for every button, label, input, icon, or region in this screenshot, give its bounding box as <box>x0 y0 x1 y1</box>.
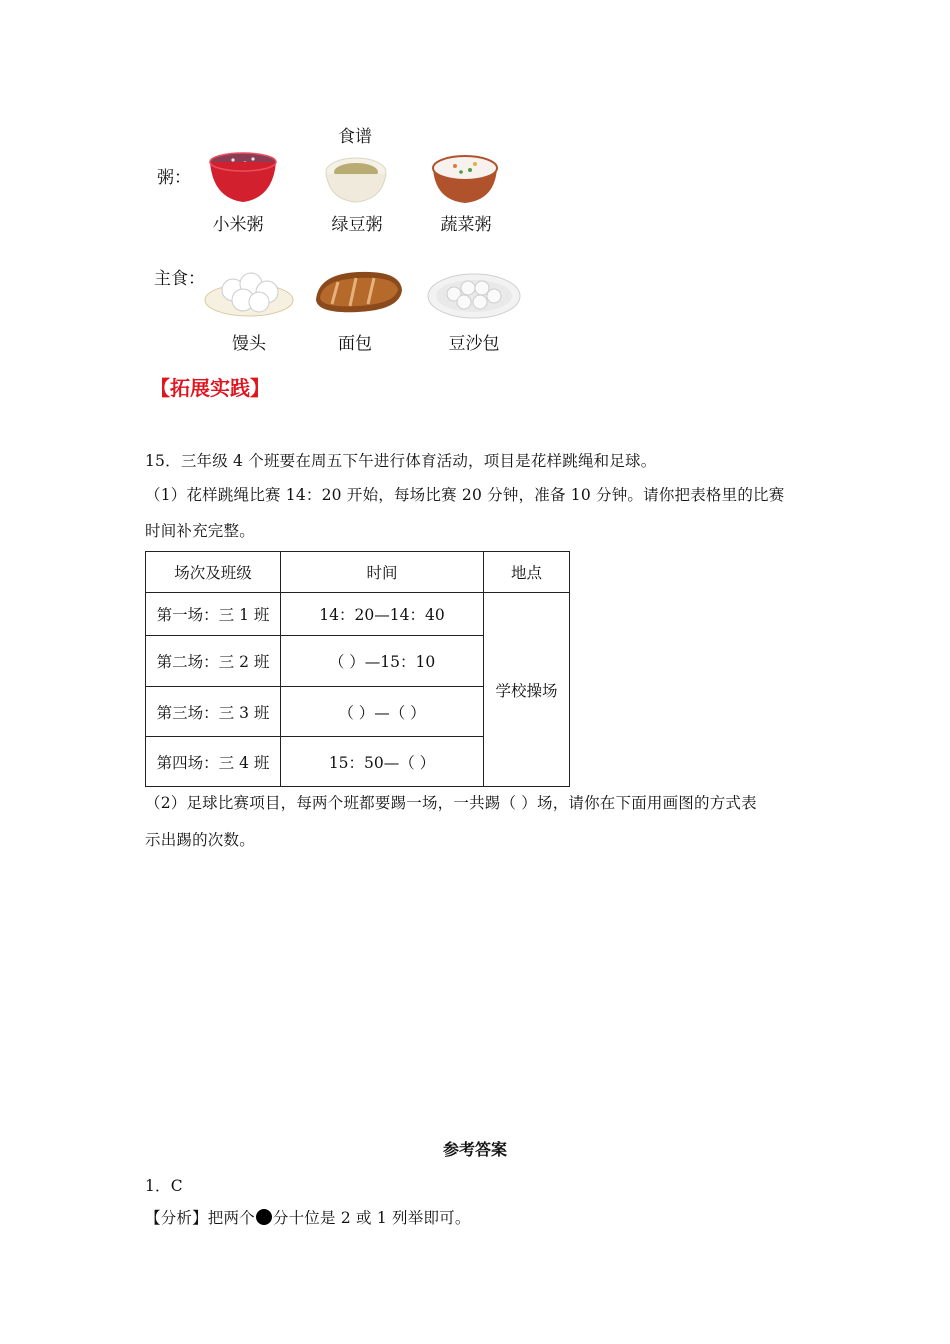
bean-paste-bun-plate-image <box>424 266 524 326</box>
question-part2-line1: （2）足球比赛项目，每两个班都要踢一场，一共踢（ ）场，请你在下面用画图的方式表 <box>145 794 757 812</box>
answers-title: 参考答案 <box>442 1140 507 1159</box>
staple-item-label: 豆沙包 <box>448 334 500 354</box>
staple-category-label: 主食： <box>154 269 205 289</box>
black-dot-icon <box>256 1209 272 1225</box>
time-cell[interactable]: （ ）—15：10 <box>281 636 484 687</box>
time-cell[interactable]: 15：50—（ ） <box>281 737 484 787</box>
table-header-cell: 地点 <box>484 552 570 593</box>
schedule-table <box>145 551 570 787</box>
section-heading: 【拓展实践】 <box>150 376 270 400</box>
answer-analysis <box>145 1206 471 1228</box>
table-row <box>146 593 570 636</box>
table-header-row <box>146 552 570 593</box>
analysis-text-start: 【分析】把两个 <box>145 1209 255 1227</box>
table-header-cell: 时间 <box>281 552 484 593</box>
millet-porridge-bowl-image <box>193 148 293 208</box>
bread-loaf-image <box>308 262 408 322</box>
analysis-text-end: 分十位是 2 或 1 列举即可。 <box>272 1209 471 1227</box>
porridge-category-label: 粥： <box>157 168 191 188</box>
question-part2-line2: 示出踢的次数。 <box>145 831 255 849</box>
location-cell: 学校操场 <box>484 593 570 787</box>
staple-item-label: 面包 <box>338 334 372 354</box>
answer-item-1: 1．C <box>145 1177 183 1195</box>
question-stem: 15．三年级 4 个班要在周五下午进行体育活动，项目是花样跳绳和足球。 <box>145 452 657 470</box>
table-header-cell: 场次及班级 <box>146 552 281 593</box>
vegetable-porridge-bowl-image <box>415 148 515 208</box>
session-cell: 第一场：三 1 班 <box>146 593 281 636</box>
staple-item-label: 馒头 <box>232 334 266 354</box>
question-part1-line1: （1）花样跳绳比赛 14：20 开始，每场比赛 20 分钟，准备 10 分钟。请你把表格里的比赛 <box>145 486 785 504</box>
time-cell: 14：20—14：40 <box>281 593 484 636</box>
session-cell: 第三场：三 3 班 <box>146 687 281 737</box>
time-cell[interactable]: （ ）—（ ） <box>281 687 484 737</box>
mung-bean-porridge-bowl-image <box>306 150 406 210</box>
steamed-bun-plate-image <box>199 262 299 322</box>
session-cell: 第四场：三 4 班 <box>146 737 281 787</box>
porridge-item-label: 蔬菜粥 <box>440 215 492 235</box>
question-part1-line2: 时间补充完整。 <box>145 522 255 540</box>
session-cell: 第二场：三 2 班 <box>146 636 281 687</box>
menu-title: 食谱 <box>338 127 372 147</box>
porridge-item-label: 小米粥 <box>212 215 264 235</box>
porridge-item-label: 绿豆粥 <box>331 215 383 235</box>
